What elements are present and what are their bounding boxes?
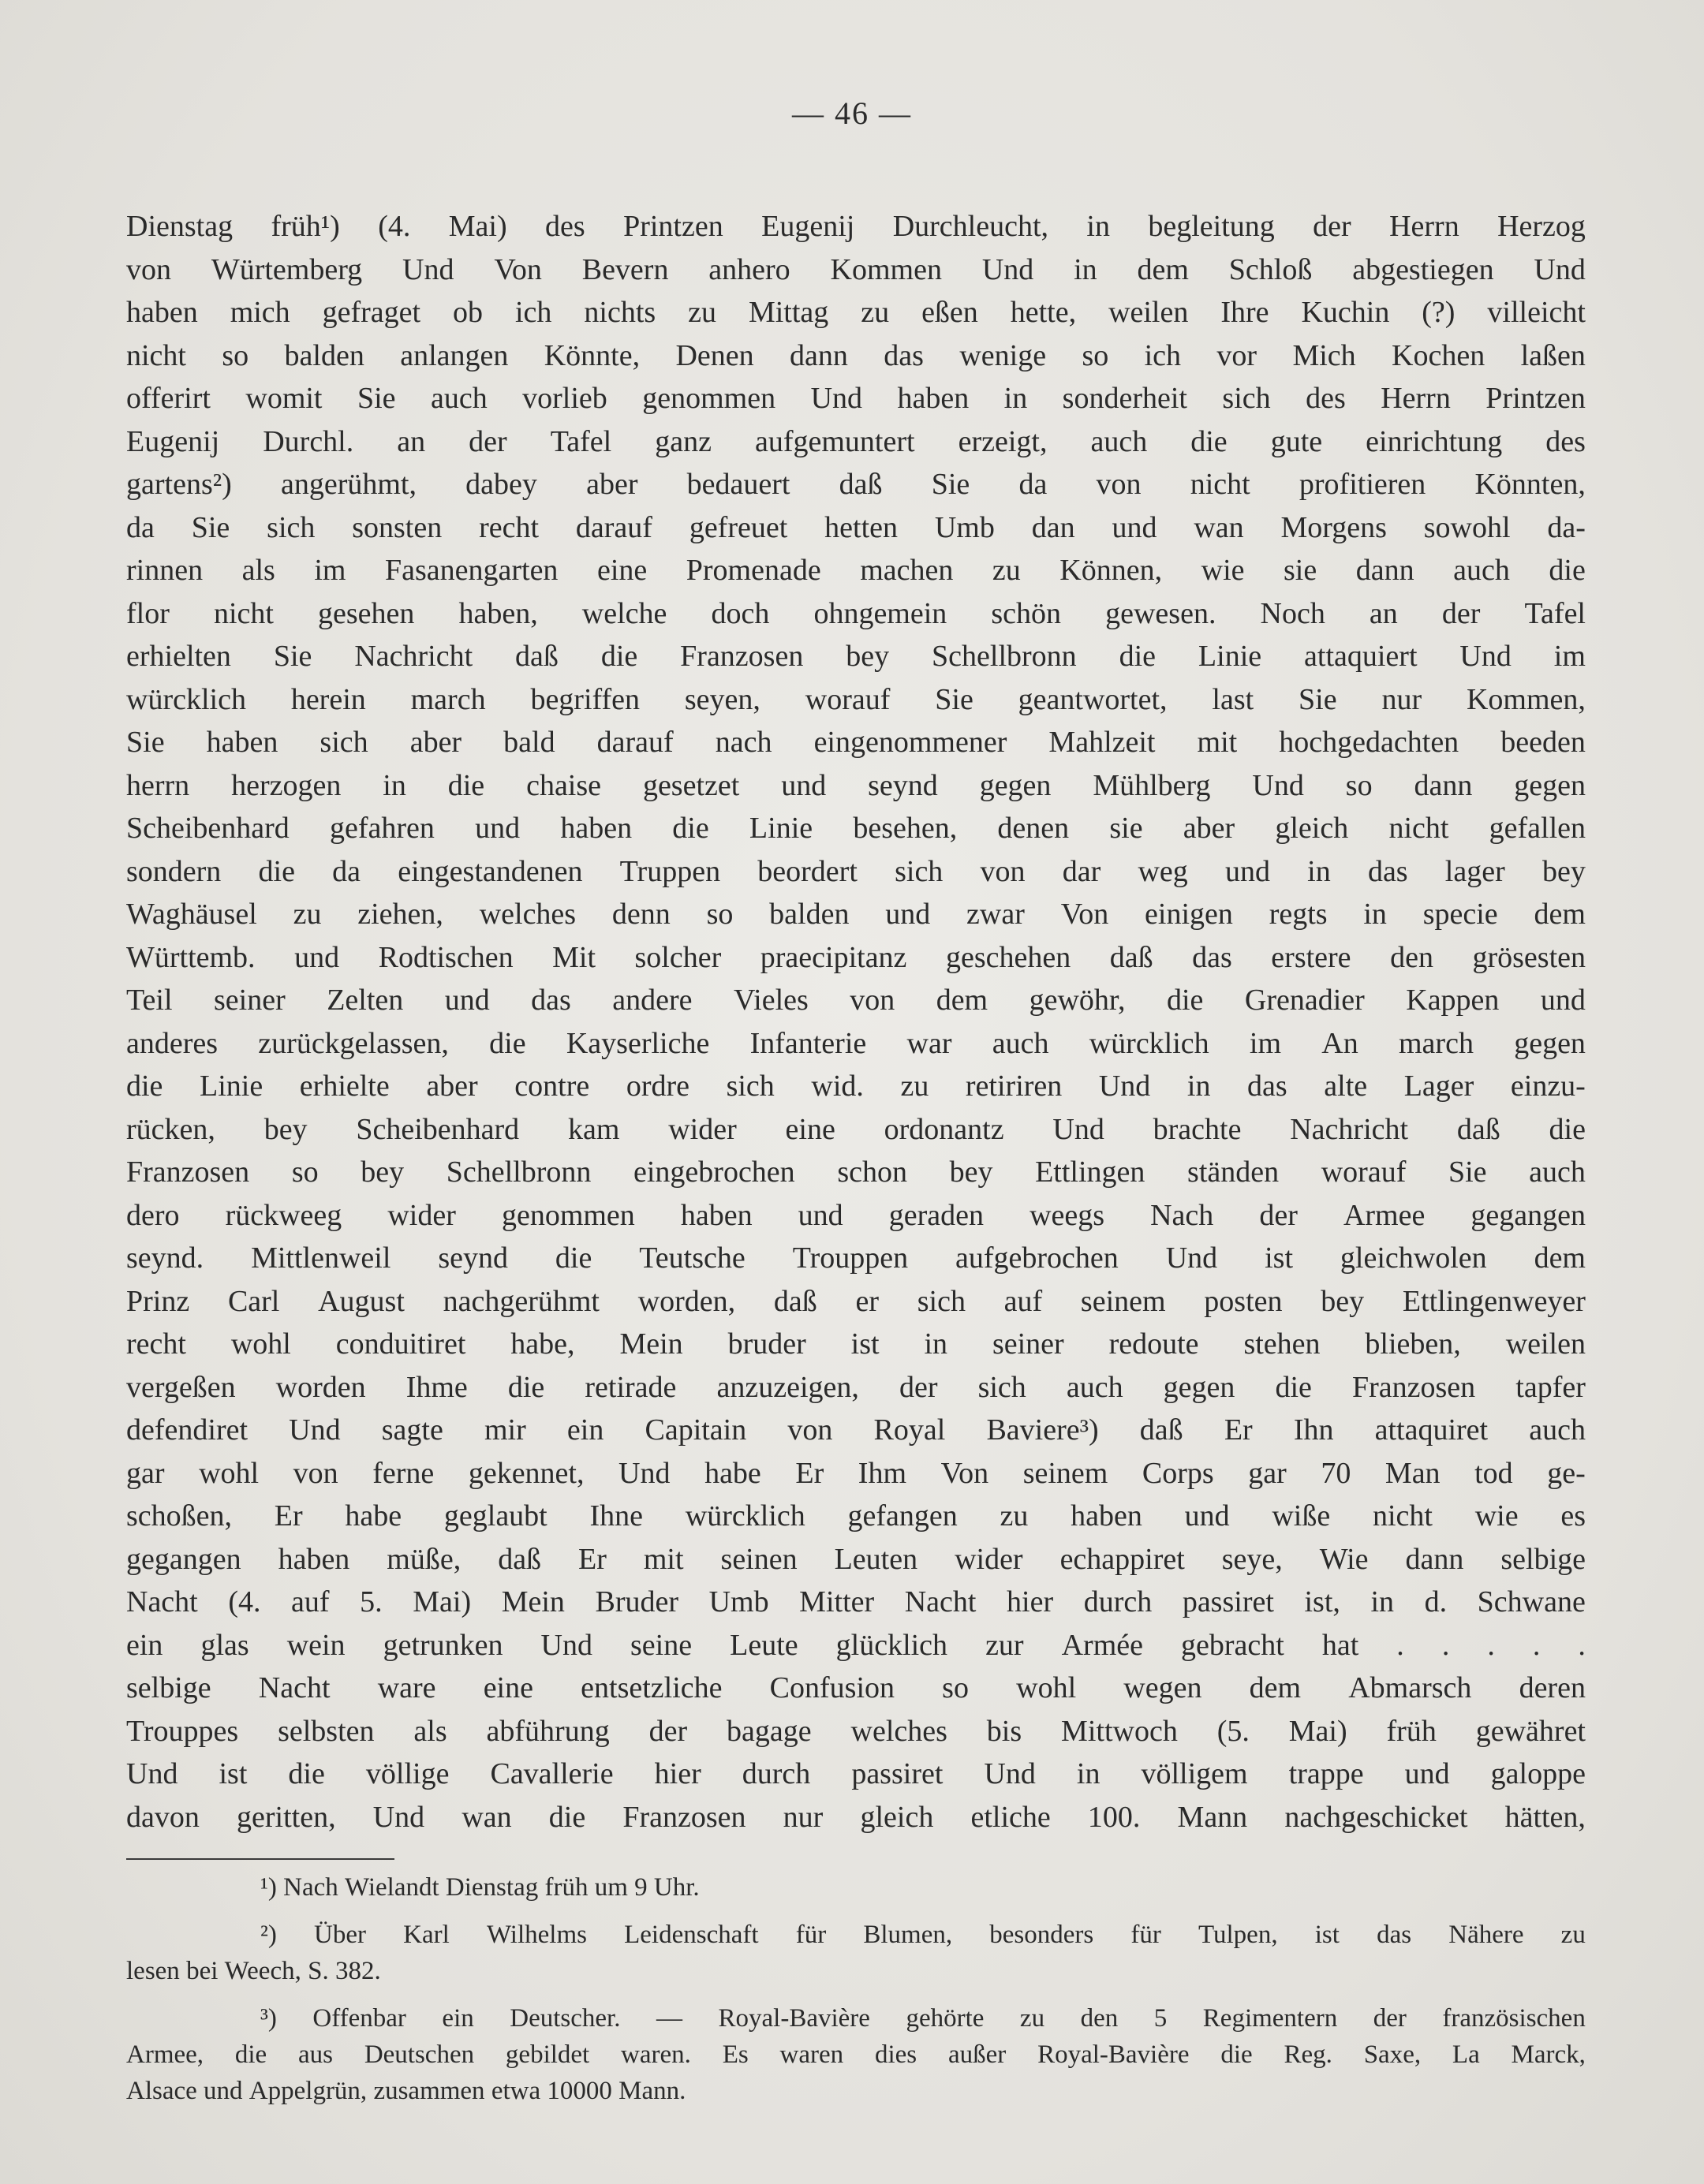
- text-line: Franzosen so bey Schellbronn eingebrochen schon bey Ettlingen ständen worauf Sie auch: [126, 1155, 1586, 1189]
- text-line: defendiret Und sagte mir ein Capitain von Royal Baviere³) daß Er Ihn attaquiret auch: [126, 1413, 1586, 1447]
- text-line: offerirt womit Sie auch vorlieb genommen Und haben in sonderheit sich des Herrn Printzen: [126, 382, 1586, 415]
- text-line: anderes zurückgelassen, die Kayserliche Infanterie war auch würcklich im An march gegen: [126, 1026, 1586, 1060]
- text-line: schoßen, Er habe geglaubt Ihne würcklich gefangen zu haben und wiße nicht wie es: [126, 1499, 1586, 1533]
- text-line: ²) Über Karl Wilhelms Leidenschaft für Blumen, besonders für Tulpen, ist das Nähere zu: [260, 1921, 1586, 1949]
- text-line: Sie haben sich aber bald darauf nach eingenommener Mahlzeit mit hochgedachten beeden: [126, 726, 1586, 759]
- text-line: rücken, bey Scheibenhard kam wider eine ordonantz Und brachte Nachricht daß die: [126, 1112, 1586, 1146]
- text-line: Dienstag früh¹) (4. Mai) des Printzen Eugenij Durchleucht, in begleitung der Herrn Herzog: [126, 210, 1586, 243]
- text-line: ³) Offenbar ein Deutscher. — Royal-Bavière gehörte zu den 5 Regimentern der französischen: [260, 2004, 1586, 2033]
- text-line: gegangen haben müße, daß Er mit seinen Leuten wider echappiret seye, Wie dann selbige: [126, 1542, 1586, 1576]
- text-line: Und ist die völlige Cavallerie hier durch passiret Und in völligem trappe und galoppe: [126, 1757, 1586, 1790]
- text-line: dero rückweeg wider genommen haben und geraden weegs Nach der Armee gegangen: [126, 1198, 1586, 1232]
- text-line: Waghäusel zu ziehen, welches denn so balden und zwar Von einigen regts in specie dem: [126, 898, 1586, 931]
- footnote-1: [126, 1869, 1586, 1906]
- text-line: herrn herzogen in die chaise gesetzet und seynd gegen Mühlberg Und so dann gegen: [126, 768, 1586, 802]
- text-line: die Linie erhielte aber contre ordre sich wid. zu retiriren Und in das alte Lager einzu-: [126, 1070, 1586, 1103]
- text-line: Armee, die aus Deutschen gebildet waren. Es waren dies außer Royal-Bavière die Reg. Saxe, La Marck,: [126, 2040, 1586, 2069]
- text-line: Scheibenhard gefahren und haben die Linie besehen, denen sie aber gleich nicht gefallen: [126, 812, 1586, 845]
- text-line: Eugenij Durchl. an der Tafel ganz aufgemuntert erzeigt, auch die gute einrichtung des: [126, 424, 1586, 458]
- text-line: rinnen als im Fasanengarten eine Promenade machen zu Können, wie sie dann auch die: [126, 554, 1586, 587]
- body-text: [126, 205, 1586, 1839]
- text-line: Prinz Carl August nachgerühmt worden, daß er sich auf seinem posten bey Ettlingenweyer: [126, 1284, 1586, 1318]
- text-line: davon geritten, Und wan die Franzosen nur gleich etliche 100. Mann nachgeschicket hätten,: [126, 1800, 1586, 1834]
- text-line: flor nicht gesehen haben, welche doch ohngemein schön gewesen. Noch an der Tafel: [126, 596, 1586, 630]
- text-line: gar wohl von ferne gekennet, Und habe Er Ihm Von seinem Corps gar 70 Man tod ge-: [126, 1456, 1586, 1490]
- text-line: ein glas wein getrunken Und seine Leute glücklich zur Armée gebracht hat . . . . .: [126, 1628, 1586, 1662]
- footnote-3: [126, 2000, 1586, 2109]
- text-line: Trouppes selbsten als abführung der bagage welches bis Mittwoch (5. Mai) früh gewähret: [126, 1714, 1586, 1748]
- text-line: seynd. Mittlenweil seynd die Teutsche Trouppen aufgebrochen Und ist gleichwolen dem: [126, 1241, 1586, 1275]
- text-line: selbige Nacht ware eine entsetzliche Confusion so wohl wegen dem Abmarsch deren: [126, 1671, 1586, 1704]
- footnote-divider: [126, 1858, 394, 1860]
- text-line: ¹) Nach Wielandt Dienstag früh um 9 Uhr.: [260, 1873, 700, 1902]
- text-line: vergeßen worden Ihme die retirade anzuzeigen, der sich auch gegen die Franzosen tapfer: [126, 1370, 1586, 1404]
- text-line: würcklich herein march begriffen seyen, worauf Sie geantwortet, last Sie nur Kommen,: [126, 682, 1586, 716]
- text-line: erhielten Sie Nachricht daß die Franzosen bey Schellbronn die Linie attaquiert Und im: [126, 640, 1586, 673]
- text-line: sondern die da eingestandenen Truppen beordert sich von dar weg und in das lager bey: [126, 854, 1586, 888]
- text-line: Württemb. und Rodtischen Mit solcher praecipitanz geschehen daß das erstere den grösesten: [126, 940, 1586, 974]
- text-line: recht wohl conduitiret habe, Mein bruder ist in seiner redoute stehen blieben, weilen: [126, 1327, 1586, 1361]
- text-line: gartens²) angerühmt, dabey aber bedauert daß Sie da von nicht profitieren Könnten,: [126, 468, 1586, 501]
- footnote-2: [126, 1917, 1586, 1989]
- text-line: Nacht (4. auf 5. Mai) Mein Bruder Umb Mitter Nacht hier durch passiret ist, in d. Schwane: [126, 1585, 1586, 1618]
- page-number: — 46 —: [792, 95, 912, 131]
- text-line: Teil seiner Zelten und das andere Vieles von dem gewöhr, die Grenadier Kappen und: [126, 984, 1586, 1017]
- text-line: von Würtemberg Und Von Bevern anhero Kommen Und in dem Schloß abgestiegen Und: [126, 252, 1586, 286]
- footnotes: [126, 1869, 1586, 2109]
- text-line: haben mich gefraget ob ich nichts zu Mittag zu eßen hette, weilen Ihre Kuchin (?) villeicht: [126, 296, 1586, 329]
- text-line: Alsace und Appelgrün, zusammen etwa 10000 Mann.: [126, 2077, 686, 2105]
- text-line: lesen bei Weech, S. 382.: [126, 1957, 381, 1985]
- text-line: nicht so balden anlangen Könnte, Denen dann das wenige so ich vor Mich Kochen laßen: [126, 338, 1586, 372]
- text-line: da Sie sich sonsten recht darauf gefreuet hetten Umb dan und wan Morgens sowohl da-: [126, 510, 1586, 544]
